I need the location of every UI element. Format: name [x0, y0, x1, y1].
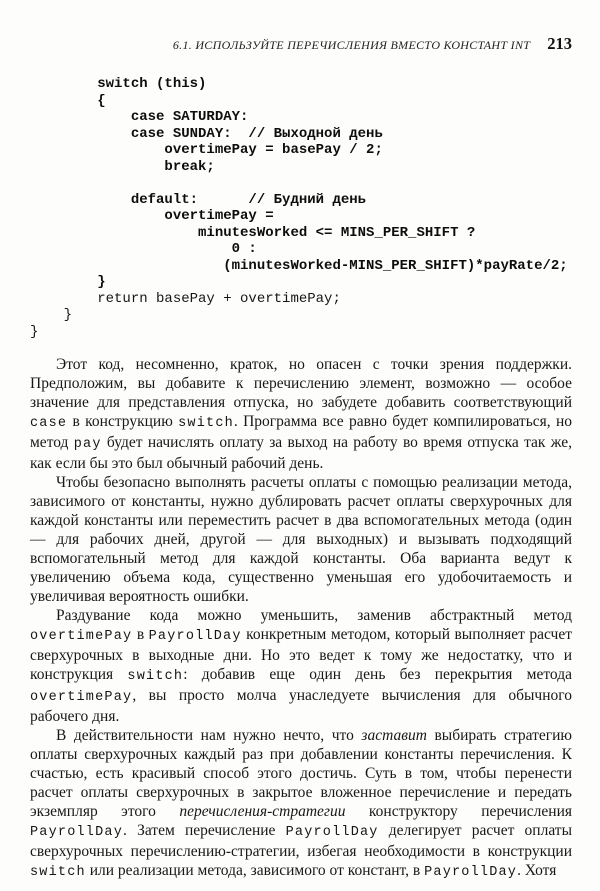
inline-code: PayrollDay	[30, 825, 124, 840]
text-segment: конкретным методом, который выполняет расчет сверхурочных в выходные дни. Но это ведет к тому же недостатку, что и конструкция	[30, 626, 572, 683]
text-segment: : добавив еще один день без перекрытия метода	[183, 666, 572, 683]
text-segment: или реализации метода, зависимого от констант, в	[85, 862, 425, 879]
code-line: case SATURDAY:	[30, 109, 249, 125]
code-line: default: // Будний день	[30, 191, 367, 208]
inline-code: PayrollDay	[148, 629, 242, 644]
text-segment: Раздувание кода можно уменьшить, заменив абстрактный метод	[56, 607, 572, 624]
code-line: }	[30, 307, 73, 323]
text-segment: Чтобы безопасно выполнять расчеты оплаты с помощью реализации метода, зависимого от константы, нужно дублировать расчет оплаты сверхурочных для каждой константы или переместить расчет в два вспомогательных метода (один — для рабочих дней, другой — для выходных) и вызывать подходящий вспомогательный метод для каждой константы. Оба варианта ведут к увеличению объема кода, существенно уменьшая его удобочитаемость и увеличивая вероятность ошибки.	[30, 474, 572, 605]
inline-code: switch	[30, 865, 86, 880]
code-line: overtimePay = basePay / 2;	[30, 142, 383, 158]
code-line: 0 :	[30, 241, 257, 257]
inline-code: PayrollDay	[285, 825, 379, 840]
code-line: return basePay + overtimePay;	[30, 290, 341, 307]
code-line: {	[30, 92, 106, 109]
emphasis-text: заставит	[361, 727, 427, 744]
text-segment: делегирует расчет оплаты сверхурочных перечислению-стратегии, избегая необходимости в конструкции	[30, 822, 572, 860]
inline-code: overtimePay	[30, 690, 133, 705]
code-line: }	[30, 323, 39, 340]
text-segment: выбирать стратегию оплаты сверхурочных каждый раз при добавлении константы перечисления. К счастью, есть красивый способ этого достичь. Суть в том, чтобы перенести расчет оплаты сверхурочных в закрытое вложенное перечисление и передать экземпляр этого	[30, 727, 572, 820]
inline-code: switch	[178, 416, 234, 431]
paragraph	[30, 473, 572, 606]
text-segment: , вы просто молча унаследуете вычисления для обычного рабочего дня.	[30, 687, 572, 725]
text-segment: . Программа все равно будет компилироваться, но метод	[30, 413, 573, 451]
text-segment: В действительности нам нужно нечто, что	[56, 727, 362, 744]
code-line: minutesWorked <= MINS_PER_SHIFT ?	[30, 224, 476, 241]
body-text	[30, 355, 572, 882]
code-line	[30, 175, 572, 192]
code-line: case SUNDAY: // Выходной день	[30, 125, 383, 142]
code-line: overtimePay =	[30, 208, 274, 224]
emphasis-text: перечисления-стратегии	[179, 803, 346, 820]
page-number: 213	[547, 34, 572, 53]
text-segment: . Затем перечисление	[123, 822, 286, 839]
inline-code: overtimePay	[30, 629, 133, 644]
code-line: }	[30, 274, 106, 290]
inline-code: case	[30, 416, 68, 431]
paragraph	[30, 355, 572, 473]
text-segment: конструктору перечисления	[345, 803, 572, 820]
paragraph	[30, 606, 572, 726]
code-line: (minutesWorked-MINS_PER_SHIFT)*payRate/2;	[30, 257, 568, 274]
inline-code: switch	[127, 669, 184, 684]
running-head	[30, 34, 572, 54]
inline-code: PayrollDay	[424, 865, 518, 880]
running-head-title: 6.1. ИСПОЛЬЗУЙТЕ ПЕРЕЧИСЛЕНИЯ ВМЕСТО КОНСТАНТ INT	[172, 38, 531, 52]
inline-code: pay	[73, 437, 102, 452]
code-line: switch (this)	[30, 76, 207, 92]
text-segment: будет начислять оплату за выход на работу во время отпуска так же, как если бы это был обычный рабочий день.	[30, 434, 572, 472]
text-segment: в конструкцию	[67, 413, 179, 430]
code-listing	[30, 76, 572, 340]
text-segment: в	[132, 626, 149, 643]
paragraph	[30, 726, 572, 882]
code-line: break;	[30, 158, 215, 175]
text-segment: . Хотя	[517, 862, 557, 879]
text-segment: Этот код, несомненно, краток, но опасен с точки зрения поддержки. Предположим, вы добавите к перечислению элемент, возможно — особое значение для представления отпуска, но забудете добавить соответствующий	[30, 356, 572, 411]
